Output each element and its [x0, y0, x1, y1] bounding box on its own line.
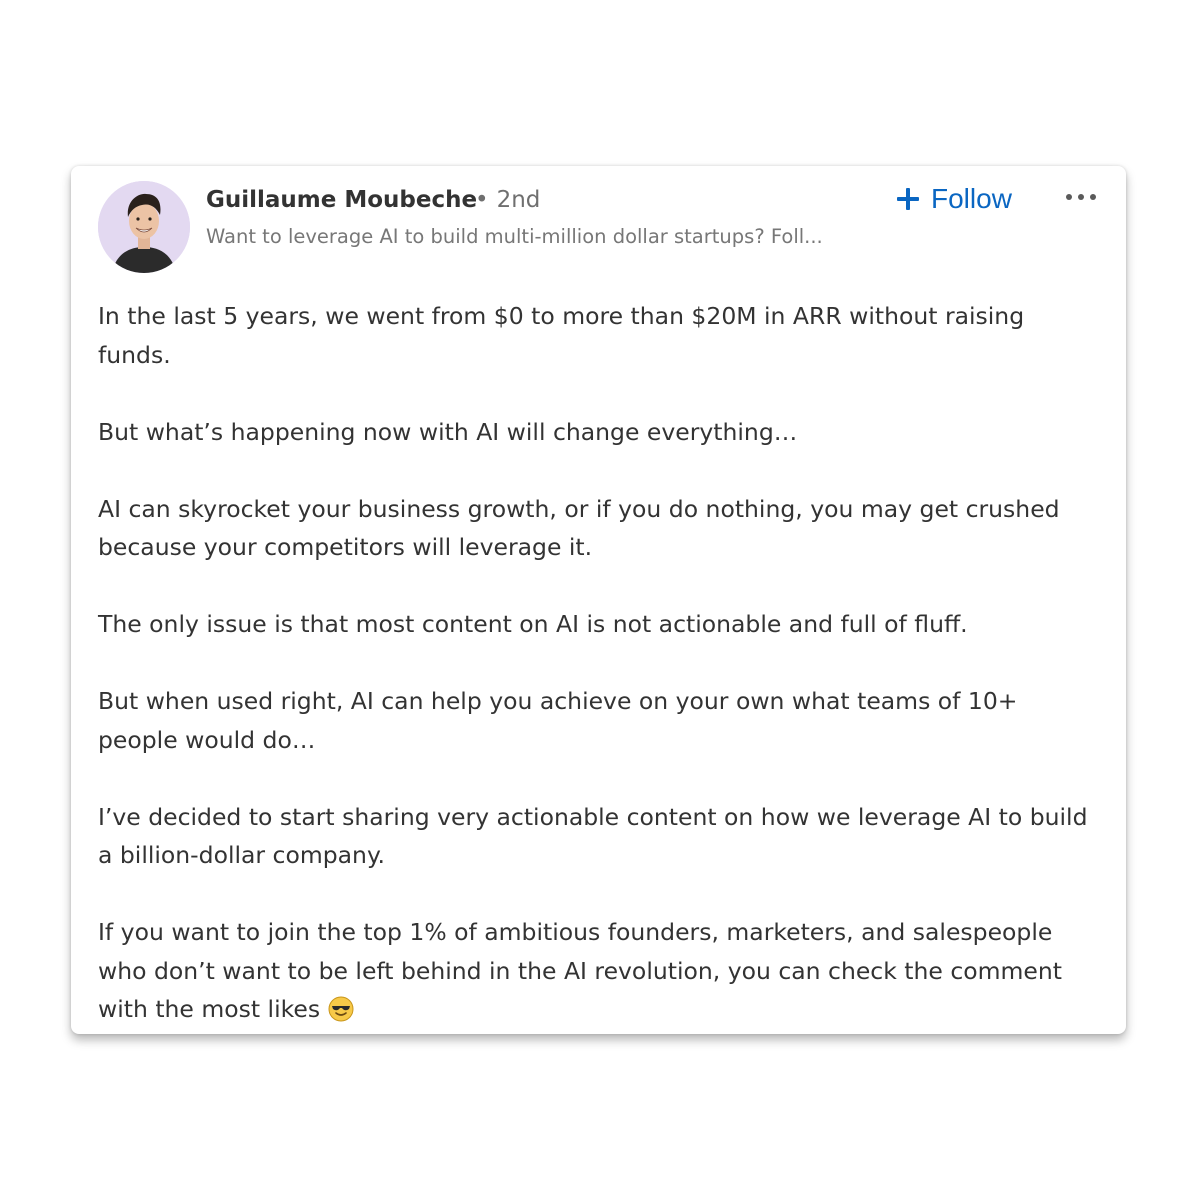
connection-degree-label: 2nd	[496, 187, 541, 213]
post-paragraph-text: If you want to join the top 1% of ambitious founders, marketers, and salespeople who don’t want to be left behind in the AI revolution, you can check the comment with the most likes	[98, 918, 1062, 1023]
plus-icon	[897, 188, 919, 210]
author-photo	[98, 181, 190, 273]
separator-dot: •	[475, 187, 489, 213]
post-body	[98, 297, 1103, 1034]
more-options-button[interactable]	[1059, 186, 1103, 208]
post-paragraph: In the last 5 years, we went from $0 to more than $20M in ARR without raising funds.	[98, 302, 1025, 369]
follow-label: Follow	[931, 183, 1012, 214]
author-headline: Want to leverage AI to build multi-million dollar startups? Foll...	[206, 225, 823, 248]
post-paragraph: But what’s happening now with AI will change everything…	[98, 417, 798, 446]
ellipsis-icon	[1066, 194, 1096, 200]
post-paragraph: The only issue is that most content on AI is not actionable and full of fluff.	[98, 610, 968, 638]
connection-degree	[475, 187, 540, 213]
post-paragraph: AI can skyrocket your business growth, or if you do nothing, you may get crushed because your competitors will leverage it.	[98, 494, 1060, 561]
post-paragraph-last	[98, 913, 1103, 1034]
smiling-face-with-sunglasses-icon	[328, 995, 354, 1034]
author-name[interactable]: Guillaume Moubeche	[206, 187, 478, 213]
author-avatar[interactable]	[98, 181, 190, 273]
post-card	[71, 166, 1126, 1034]
post-paragraph: I’ve decided to start sharing very actionable content on how we leverage AI to build a billion-dollar company.	[98, 802, 1088, 869]
post-paragraph: But when used right, AI can help you achieve on your own what teams of 10+ people would do…	[98, 687, 1018, 754]
follow-button[interactable]	[897, 178, 1012, 220]
